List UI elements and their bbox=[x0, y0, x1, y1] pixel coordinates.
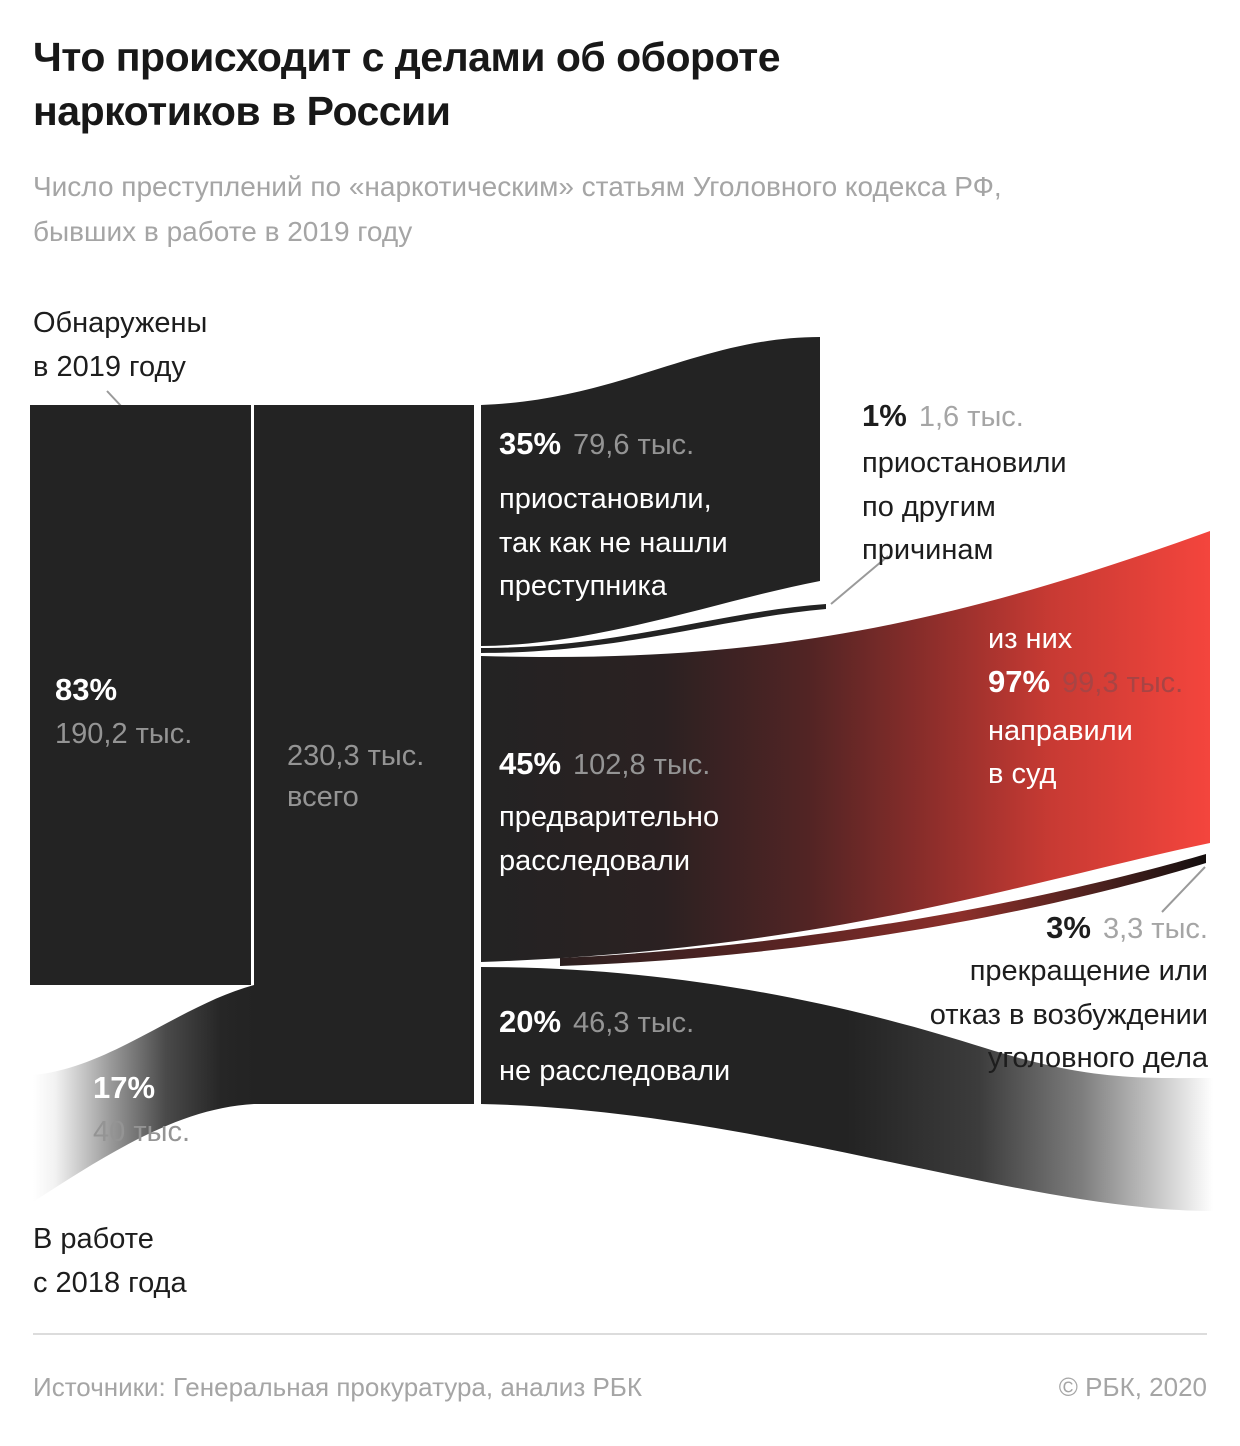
label-total-value: 230,3 тыс. bbox=[287, 740, 425, 772]
subtitle-line1: Число преступлений по «наркотическим» статьям Уголовного кодекса РФ, bbox=[33, 171, 1002, 202]
label-suspended-no-suspect bbox=[499, 426, 728, 609]
label-carryover-line1: В работе bbox=[33, 1223, 154, 1255]
label-total bbox=[287, 736, 424, 817]
label-3-line1: прекращение или bbox=[969, 955, 1208, 987]
label-83 bbox=[55, 672, 192, 751]
label-investigated bbox=[499, 746, 719, 883]
label-carryover-2018 bbox=[33, 1218, 187, 1305]
label-carryover-line2: с 2018 года bbox=[33, 1266, 187, 1299]
label-17-percent: 17% bbox=[93, 1070, 156, 1105]
label-20-value: 46,3 тыс. bbox=[573, 1007, 695, 1039]
label-20-percent: 20% bbox=[499, 1004, 562, 1039]
label-20-line1: не расследовали bbox=[499, 1055, 731, 1087]
label-35-percent: 35% bbox=[499, 426, 562, 461]
label-35-line3: преступника bbox=[499, 570, 667, 602]
label-45-line2: расследовали bbox=[499, 844, 691, 877]
label-45-value: 102,8 тыс. bbox=[573, 749, 711, 781]
label-45-line1: предварительно bbox=[499, 801, 720, 833]
label-court-branch bbox=[988, 618, 1183, 797]
label-3-line3: уголовного дела bbox=[987, 1042, 1208, 1074]
label-17-value: 40 тыс. bbox=[93, 1116, 190, 1148]
footer-divider bbox=[33, 1333, 1207, 1335]
label-court-line1: направили bbox=[988, 714, 1133, 747]
label-found-2019 bbox=[33, 302, 207, 389]
label-found-2019-line2: в 2019 году bbox=[33, 350, 186, 383]
label-not-investigated bbox=[499, 1004, 730, 1094]
label-1-value: 1,6 тыс. bbox=[918, 401, 1024, 433]
label-17 bbox=[93, 1070, 190, 1149]
subtitle-line2: бывших в работе в 2019 году bbox=[33, 215, 413, 247]
footer-copyright: © РБК, 2020 bbox=[1058, 1372, 1207, 1402]
footer bbox=[33, 1372, 1207, 1403]
label-45-percent: 45% bbox=[499, 746, 562, 781]
label-97-percent: 97% bbox=[988, 663, 1051, 699]
label-total-word: всего bbox=[287, 780, 359, 813]
label-found-2019-line1: Обнаружены bbox=[33, 307, 208, 339]
label-1-line3: причинам bbox=[862, 534, 994, 566]
label-35-value: 79,6 тыс. bbox=[573, 429, 695, 461]
footer-sources: Источники: Генеральная прокуратура, анализ РБК bbox=[33, 1372, 643, 1402]
label-3-value: 3,3 тыс. bbox=[1102, 913, 1208, 945]
label-1-percent: 1% bbox=[862, 398, 907, 433]
label-dismissed bbox=[930, 910, 1208, 1081]
label-83-percent: 83% bbox=[55, 672, 118, 707]
label-97-value: 99,3 тыс. bbox=[1062, 666, 1184, 699]
label-83-value: 190,2 тыс. bbox=[55, 718, 193, 750]
label-suspended-other bbox=[862, 398, 1067, 573]
label-court-line2: в суд bbox=[988, 758, 1057, 790]
label-3-line2: отказ в возбуждении bbox=[929, 998, 1208, 1031]
label-1-line1: приостановили bbox=[862, 447, 1067, 479]
label-1-line2: по другим bbox=[862, 490, 996, 523]
label-court-intro: из них bbox=[988, 623, 1073, 655]
label-3-percent: 3% bbox=[1046, 910, 1091, 945]
label-35-line1: приостановили, bbox=[499, 483, 712, 515]
label-35-line2: так как не нашли bbox=[499, 526, 728, 559]
page-title: Что происходит с делами об обороте наркотиков в России bbox=[33, 34, 781, 135]
